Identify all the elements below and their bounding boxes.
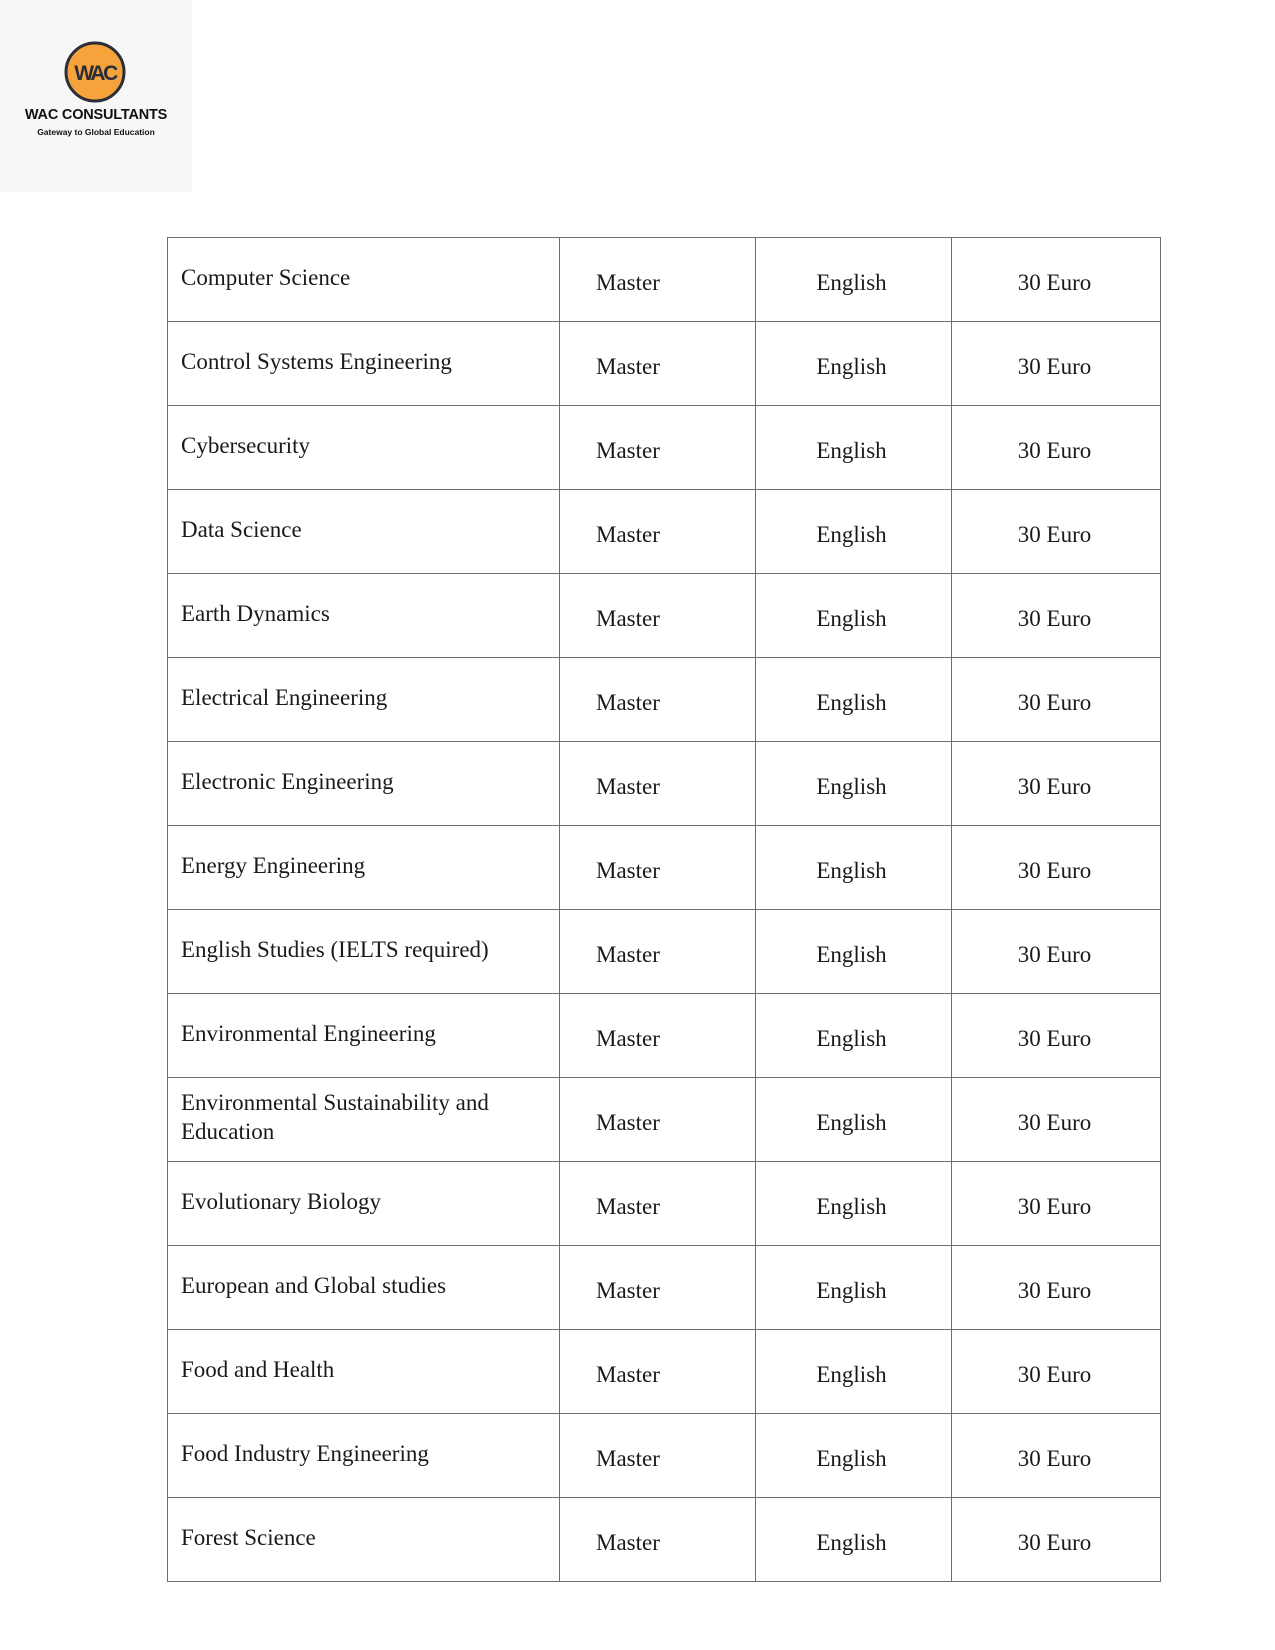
fee-cell: 30 Euro	[952, 322, 1161, 406]
program-name-cell: Computer Science	[168, 238, 560, 322]
programs-table	[167, 237, 1161, 1582]
fee-cell: 30 Euro	[952, 1246, 1161, 1330]
program-name-cell: Food Industry Engineering	[168, 1414, 560, 1498]
program-name-cell: European and Global studies	[168, 1246, 560, 1330]
degree-level-cell: Master	[560, 1162, 756, 1246]
program-name-cell: Electronic Engineering	[168, 742, 560, 826]
degree-level-cell: Master	[560, 742, 756, 826]
table-row	[168, 910, 1161, 994]
fee-cell: 30 Euro	[952, 1330, 1161, 1414]
table-row	[168, 1414, 1161, 1498]
degree-level-cell: Master	[560, 658, 756, 742]
program-name-cell: Cybersecurity	[168, 406, 560, 490]
table-row	[168, 574, 1161, 658]
program-name-cell: Food and Health	[168, 1330, 560, 1414]
logo-mark-text: WAC	[74, 62, 116, 85]
degree-level-cell: Master	[560, 910, 756, 994]
table-row	[168, 406, 1161, 490]
language-cell: English	[756, 910, 952, 994]
degree-level-cell: Master	[560, 1246, 756, 1330]
degree-level-cell: Master	[560, 574, 756, 658]
degree-level-cell: Master	[560, 322, 756, 406]
fee-cell: 30 Euro	[952, 406, 1161, 490]
degree-level-cell: Master	[560, 1078, 756, 1162]
language-cell: English	[756, 1246, 952, 1330]
language-cell: English	[756, 1330, 952, 1414]
degree-level-cell: Master	[560, 1330, 756, 1414]
fee-cell: 30 Euro	[952, 1498, 1161, 1582]
program-name-cell: Data Science	[168, 490, 560, 574]
table-row	[168, 322, 1161, 406]
programs-table-body	[168, 238, 1161, 1582]
company-logo	[0, 0, 192, 192]
language-cell: English	[756, 1078, 952, 1162]
fee-cell: 30 Euro	[952, 574, 1161, 658]
language-cell: English	[756, 658, 952, 742]
program-name-cell: Electrical Engineering	[168, 658, 560, 742]
language-cell: English	[756, 574, 952, 658]
table-row	[168, 490, 1161, 574]
language-cell: English	[756, 1498, 952, 1582]
table-row	[168, 742, 1161, 826]
table-row	[168, 1498, 1161, 1582]
table-row	[168, 1246, 1161, 1330]
program-name-cell: Environmental Sustainability and Education	[168, 1078, 560, 1162]
logo-company-name: WAC CONSULTANTS	[24, 107, 168, 123]
fee-cell: 30 Euro	[952, 490, 1161, 574]
fee-cell: 30 Euro	[952, 238, 1161, 322]
degree-level-cell: Master	[560, 1498, 756, 1582]
fee-cell: 30 Euro	[952, 826, 1161, 910]
fee-cell: 30 Euro	[952, 994, 1161, 1078]
degree-level-cell: Master	[560, 826, 756, 910]
program-name-cell: Forest Science	[168, 1498, 560, 1582]
language-cell: English	[756, 322, 952, 406]
program-name-cell: Environmental Engineering	[168, 994, 560, 1078]
language-cell: English	[756, 1414, 952, 1498]
program-name-cell: Evolutionary Biology	[168, 1162, 560, 1246]
table-row	[168, 1078, 1161, 1162]
table-row	[168, 1162, 1161, 1246]
table-row	[168, 238, 1161, 322]
table-row	[168, 994, 1161, 1078]
language-cell: English	[756, 238, 952, 322]
fee-cell: 30 Euro	[952, 910, 1161, 994]
fee-cell: 30 Euro	[952, 742, 1161, 826]
fee-cell: 30 Euro	[952, 1162, 1161, 1246]
language-cell: English	[756, 826, 952, 910]
degree-level-cell: Master	[560, 1414, 756, 1498]
language-cell: English	[756, 490, 952, 574]
table-row	[168, 658, 1161, 742]
degree-level-cell: Master	[560, 238, 756, 322]
degree-level-cell: Master	[560, 490, 756, 574]
degree-level-cell: Master	[560, 406, 756, 490]
program-name-cell: English Studies (IELTS required)	[168, 910, 560, 994]
degree-level-cell: Master	[560, 994, 756, 1078]
wac-logo-icon	[64, 41, 126, 103]
fee-cell: 30 Euro	[952, 1078, 1161, 1162]
language-cell: English	[756, 994, 952, 1078]
fee-cell: 30 Euro	[952, 1414, 1161, 1498]
table-row	[168, 1330, 1161, 1414]
logo-tagline: Gateway to Global Education	[37, 127, 155, 137]
language-cell: English	[756, 1162, 952, 1246]
fee-cell: 30 Euro	[952, 658, 1161, 742]
program-name-cell: Energy Engineering	[168, 826, 560, 910]
language-cell: English	[756, 742, 952, 826]
program-name-cell: Control Systems Engineering	[168, 322, 560, 406]
table-row	[168, 826, 1161, 910]
program-name-cell: Earth Dynamics	[168, 574, 560, 658]
language-cell: English	[756, 406, 952, 490]
